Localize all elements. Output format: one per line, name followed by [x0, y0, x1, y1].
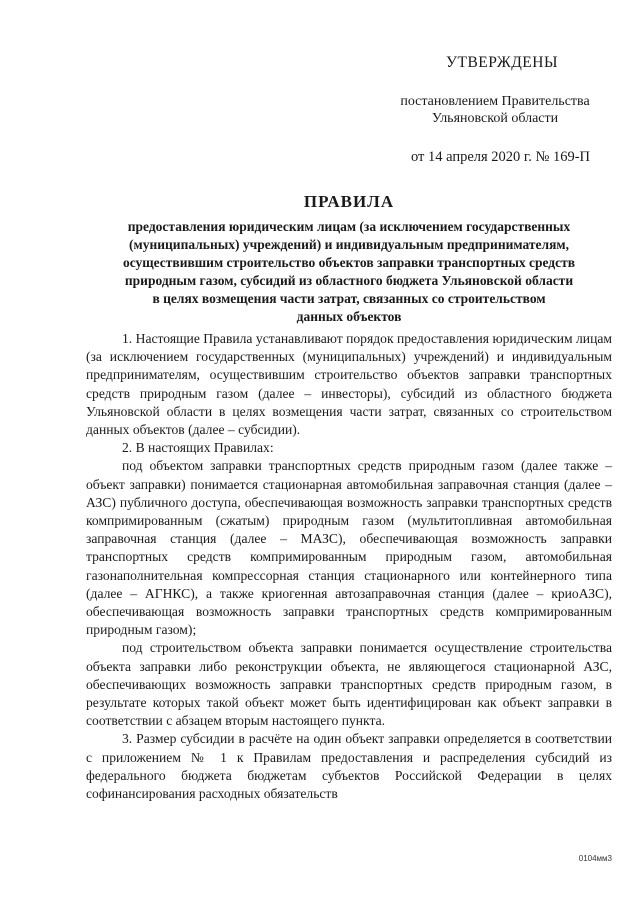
document-title: ПРАВИЛА [303, 192, 395, 211]
paragraph-2-definition-2: под строительством объекта заправки понимается осуществление строительства объекта заправки либо реконструкции объекта, не являющегося стационарной АЗС, обеспечивающих возможность заправки транспортных средств природным газом, в результате которых такой объект может быть идентифицирован как объект заправки в соответствии с абзацем вторым настоящего пункта. [86, 640, 612, 729]
decree-issuer-line1: постановлением Правительства [400, 94, 590, 109]
paragraph-3: 3. Размер субсидии в расчёте на один объект заправки определяется в соответствии с приложением № 1 к Правилам предоставления и распределения субсидий из федерального бюджета бюджетам субъектов Российской Федерации в целях софинансирования расходных обязательств [86, 731, 612, 802]
paragraph-2-definition-1: под объектом заправки транспортных средств природным газом (далее также – объект заправки) понимается стационарная автомобильная заправочная станция (далее – АЗС) публичного доступа, обеспечивающая возможность заправки транспортных средств компримированным (сжатым) природным газом (мультитопливная автомобильная заправочная станция (далее – МАЗС), обеспечивающая возможность заправки транспортных средств компримированным природным газом, автомобильная газонаполнительная компрессорная станция стационарного или контейнерного типа (далее – АГНКС), а также криогенная автозаправочная станция (далее – криоАЗС), обеспечивающая возможность заправки транспортных средств компримированным природным газом); [86, 458, 612, 638]
subtitle-line: данных объектов [296, 309, 402, 324]
subtitle-line: (муниципальных) учреждений) и индивидуальным предпринимателям, [129, 237, 569, 252]
decree-issuer-line2: Ульяновской области [431, 111, 559, 126]
approval-block [380, 54, 610, 166]
document-subtitle [86, 218, 612, 326]
subtitle-line: в целях возмещения части затрат, связанных со строительством [152, 291, 546, 306]
subtitle-line: предоставления юридическим лицам (за исключением государственных [127, 219, 571, 234]
approved-label: УТВЕРЖДЕНЫ [446, 54, 558, 71]
paragraph-2: 2. В настоящих Правилах: [122, 440, 274, 456]
decree-date: от 14 апреля 2020 г. № 169-П [410, 149, 590, 165]
subtitle-line: осуществившим строительство объектов заправки транспортных средств [122, 255, 576, 270]
footer-code: 0104мм3 [578, 854, 612, 863]
subtitle-line: природным газом, субсидий из областного бюджета Ульяновской области [124, 273, 574, 288]
paragraph-1: 1. Настоящие Правила устанавливают порядок предоставления юридическим лицам (за исключением государственных (муниципальных) учреждений) и индивидуальным предпринимателям, осуществившим строительство объектов заправки транспортных средств природным газом (далее – инвесторы), субсидий из областного бюджета Ульяновской области в целях возмещения части затрат, связанных со строительством данных объектов (далее – субсидии). [86, 331, 612, 438]
document-body [86, 330, 612, 803]
document-title-block [86, 192, 612, 326]
